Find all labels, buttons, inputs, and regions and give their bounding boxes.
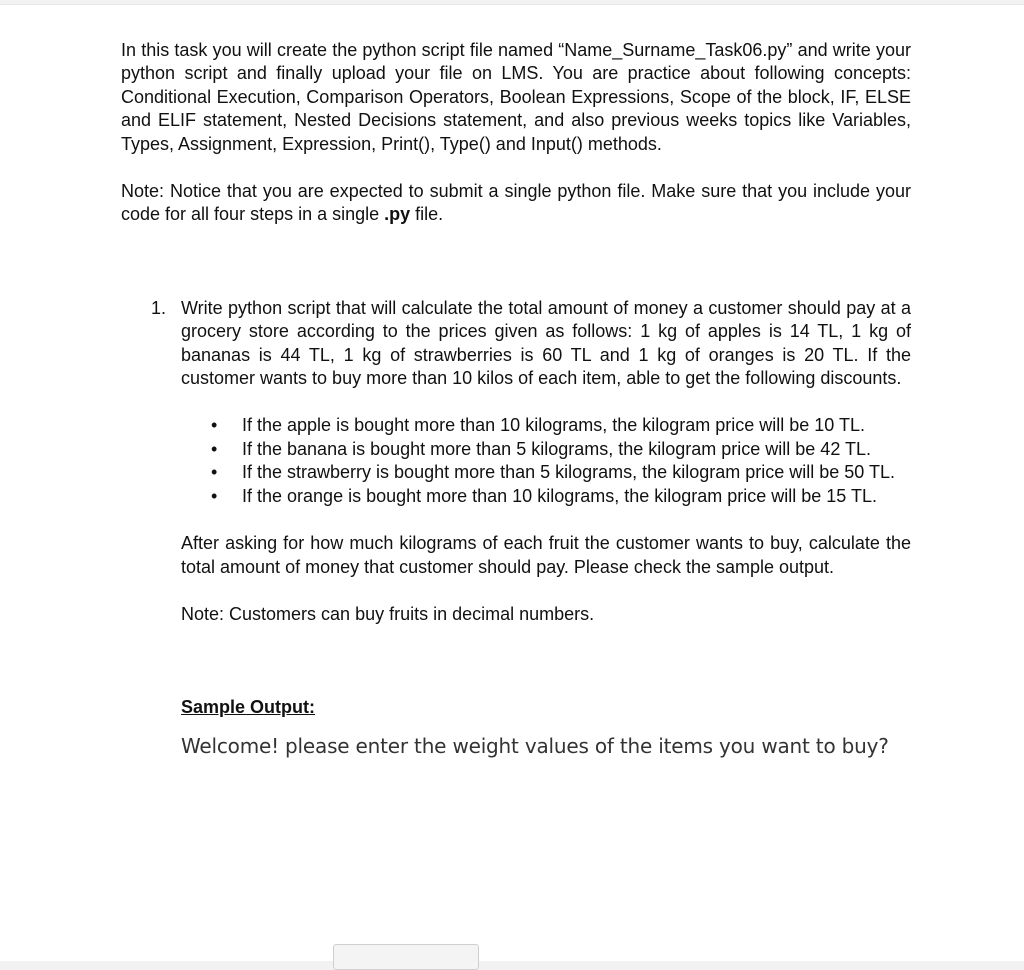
submission-note-end: file. [410,204,444,225]
submission-note [121,180,911,227]
step-description: Write python script that will calculate the total amount of money a customer should pay at a grocery store according to the prices given as follows: 1 kg of apples is 14 TL, 1 kg of bananas is 44 TL, 1 kg of strawberries is 60 TL and 1 kg of oranges is 20 TL. If the customer wants to buy more than 10 kilos of each item, able to get the following discounts. [181,297,911,389]
discount-text: If the orange is bought more than 10 kilograms, the kilogram price will be 15 TL. [242,485,878,506]
discount-text: If the apple is bought more than 10 kilograms, the kilogram price will be 10 TL. [242,415,865,436]
calculation-instruction: After asking for how much kilograms of each fruit the customer wants to buy, calculate the total amount of money that customer should pay. Please check the sample output. [181,533,911,577]
discount-item-apple [211,414,911,437]
bullet-icon: • [211,415,218,436]
submission-note-text: Note: Notice that you are expected to submit a single python file. Make sure that you include your code for all four steps in a single [121,181,911,225]
bullet-icon: • [211,485,218,506]
bullet-icon: • [211,438,218,459]
discount-item-orange [211,485,911,508]
file-extension: .py [384,204,411,225]
sample-output-heading: Sample Output: [181,697,315,718]
intro-paragraph: In this task you will create the python script file named “Name_Surname_Task06.py” and write your python script and finally upload your file on LMS. You are practice about following concepts: Conditional Execution, Comparison Operators, Boolean Expressions, Scope of the block, IF, ELSE and ELIF statement, Nested Decisions statement, and also previous weeks topics like Variables, Types, Assignment, Expression, Print(), Type() and Input() methods. [121,40,911,154]
sample-output-line: Welcome! please enter the weight values of the items you want to buy? [181,733,889,758]
discount-item-banana [211,438,911,461]
step-number: 1. [151,297,167,318]
discount-list [181,414,911,508]
bullet-icon: • [211,462,218,483]
document-page [0,4,1024,961]
step-1 [121,297,911,759]
discount-text: If the banana is bought more than 5 kilograms, the kilogram price will be 42 TL. [242,438,872,459]
discount-text: If the strawberry is bought more than 5 kilograms, the kilogram price will be 50 TL. [242,462,895,483]
partially-visible-box [333,944,479,970]
discount-item-strawberry [211,461,911,484]
decimal-note: Note: Customers can buy fruits in decimal numbers. [181,603,595,624]
document-content [121,39,911,759]
